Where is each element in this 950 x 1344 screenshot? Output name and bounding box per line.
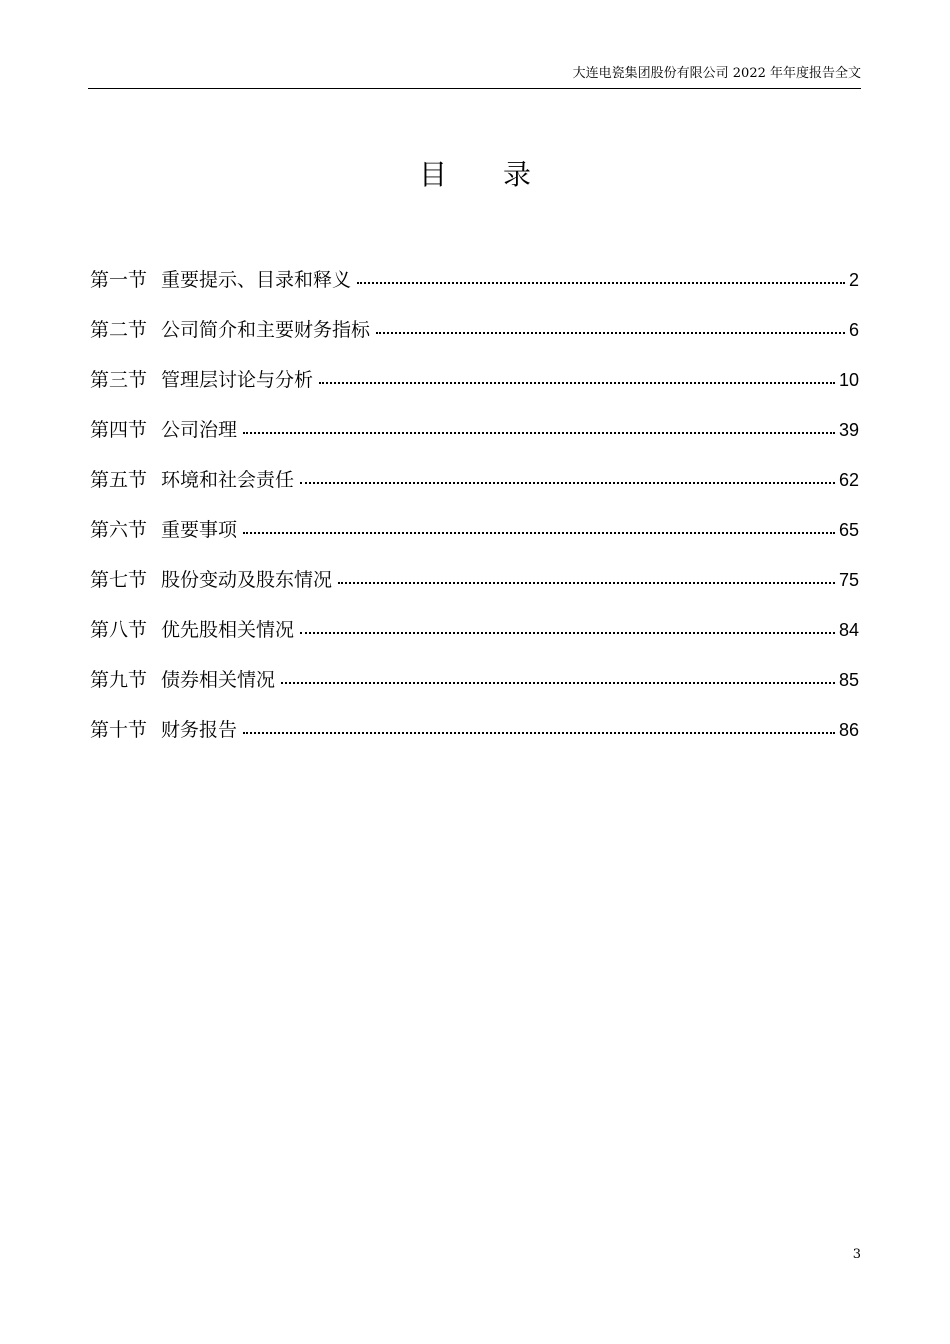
toc-page-number: 10 (838, 370, 859, 390)
toc-page-number: 6 (848, 320, 859, 340)
toc-entry[interactable] (90, 362, 859, 412)
toc-entry[interactable] (90, 412, 859, 462)
toc-section-number: 第三节 (90, 369, 148, 391)
toc-section-name: 公司治理 (161, 419, 238, 441)
toc-entry[interactable] (90, 562, 859, 612)
toc-section-number: 第六节 (90, 519, 148, 541)
toc-page-number: 62 (838, 470, 859, 490)
toc-section-name: 股份变动及股东情况 (161, 569, 333, 591)
toc-entry[interactable] (90, 312, 859, 362)
toc-entry[interactable] (90, 662, 859, 712)
toc-dot-leader (300, 632, 835, 634)
toc-dot-leader (243, 432, 835, 434)
toc-section-name: 管理层讨论与分析 (161, 369, 314, 391)
toc-section-name: 重要提示、目录和释义 (161, 269, 352, 291)
toc-entry[interactable] (90, 462, 859, 512)
toc-entry[interactable] (90, 712, 859, 762)
table-of-contents (90, 262, 859, 762)
toc-page-number: 65 (838, 520, 859, 540)
toc-section-number: 第一节 (90, 269, 148, 291)
toc-page-number: 84 (838, 620, 859, 640)
toc-dot-leader (338, 582, 835, 584)
toc-dot-leader (243, 532, 835, 534)
toc-section-name: 环境和社会责任 (161, 469, 295, 491)
toc-section-name: 债券相关情况 (161, 669, 276, 691)
toc-section-number: 第二节 (90, 319, 148, 341)
toc-dot-leader (243, 732, 835, 734)
toc-section-name: 重要事项 (161, 519, 238, 541)
toc-title: 目 录 (418, 158, 531, 191)
report-header: 大连电瓷集团股份有限公司 2022 年年度报告全文 (572, 66, 861, 81)
toc-entry[interactable] (90, 512, 859, 562)
toc-section-number: 第十节 (90, 719, 148, 741)
toc-page-number: 85 (838, 670, 859, 690)
toc-section-number: 第四节 (90, 419, 148, 441)
toc-dot-leader (319, 382, 835, 384)
toc-entry[interactable] (90, 262, 859, 312)
toc-page-number: 75 (838, 570, 859, 590)
toc-section-name: 优先股相关情况 (161, 619, 295, 641)
toc-section-name: 公司简介和主要财务指标 (161, 319, 371, 341)
toc-page-number: 2 (848, 270, 859, 290)
toc-page-number: 86 (838, 720, 859, 740)
toc-section-number: 第九节 (90, 669, 148, 691)
page-number: 3 (852, 1247, 861, 1262)
toc-section-number: 第八节 (90, 619, 148, 641)
toc-dot-leader (300, 482, 835, 484)
toc-dot-leader (281, 682, 835, 684)
toc-dot-leader (357, 282, 845, 284)
toc-entry[interactable] (90, 612, 859, 662)
header-divider (88, 88, 861, 89)
toc-section-name: 财务报告 (161, 719, 238, 741)
toc-dot-leader (376, 332, 845, 334)
toc-section-number: 第五节 (90, 469, 148, 491)
toc-page-number: 39 (838, 420, 859, 440)
toc-section-number: 第七节 (90, 569, 148, 591)
